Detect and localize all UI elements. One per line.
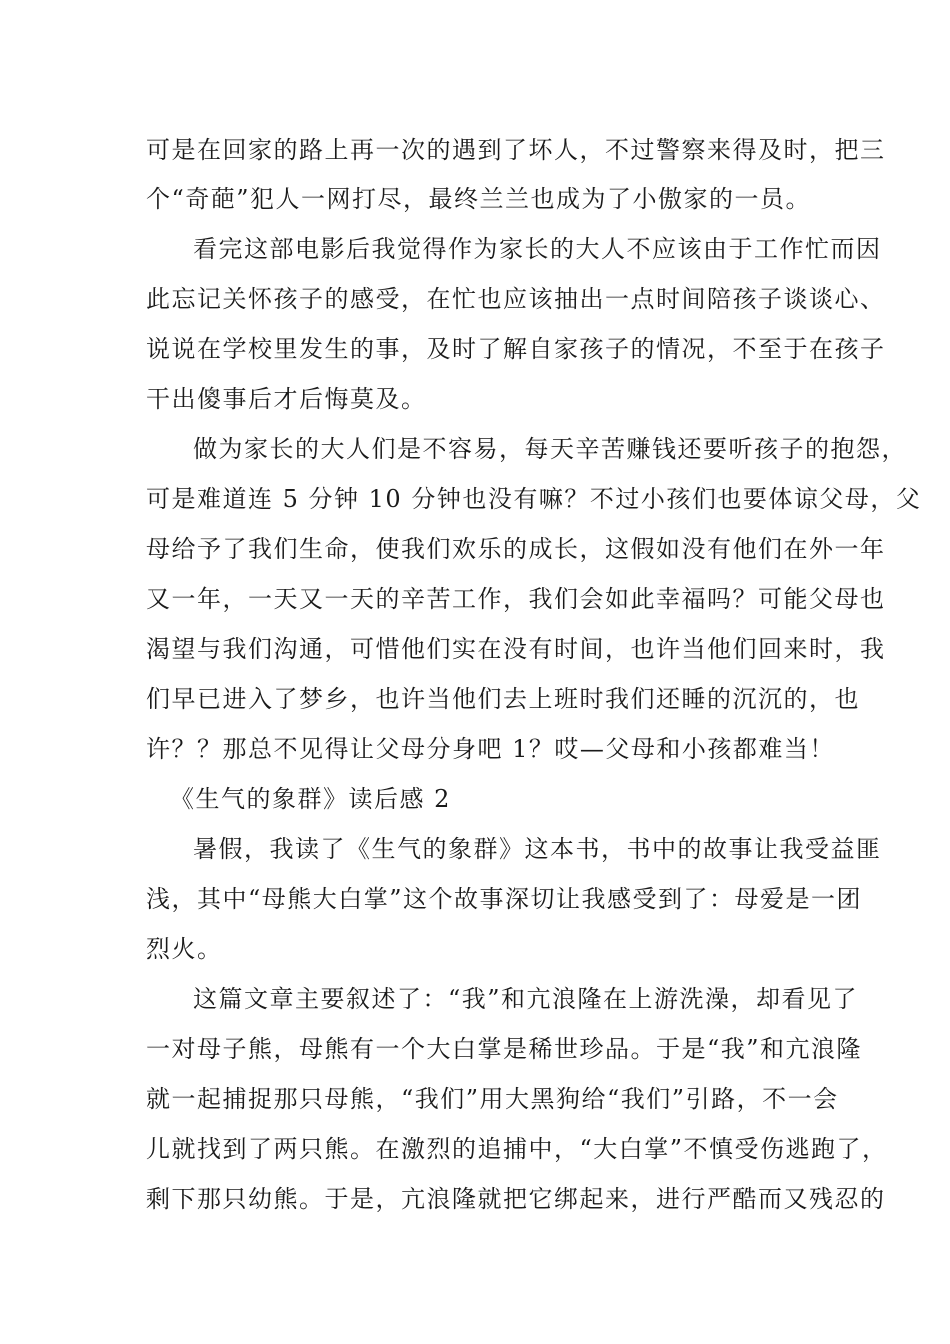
text-line: 就一起捕捉那只母熊，“我们”用大黑狗给“我们”引路，不一会: [146, 1085, 839, 1113]
text-line: 浅，其中“母熊大白掌”这个故事深切让我感受到了：母爱是一团: [146, 885, 863, 913]
paragraph-start-line: 暑假，我读了《生气的象群》这本书，书中的故事让我受益匪: [193, 835, 882, 863]
text-line: 母给予了我们生命，使我们欢乐的成长，这假如没有他们在外一年: [146, 535, 886, 563]
text-line: 个“奇葩”犯人一网打尽，最终兰兰也成为了小傲家的一员。: [146, 185, 812, 213]
text-line: 干出傻事后才后悔莫及。: [146, 385, 427, 413]
text-line: 烈火。: [146, 935, 223, 963]
text-line: 渴望与我们沟通，可惜他们实在没有时间，也许当他们回来时，我: [146, 635, 886, 663]
text-line: 可是在回家的路上再一次的遇到了坏人，不过警察来得及时，把三: [146, 136, 886, 164]
section-heading: 《生气的象群》读后感 2: [170, 785, 451, 813]
text-line: 许？？那总不见得让父母分身吧 1？哎—父母和小孩都难当！: [146, 735, 835, 763]
paragraph-start-line: 这篇文章主要叙述了：“我”和亢浪隆在上游洗澡，却看见了: [193, 985, 859, 1013]
paragraph-start-line: 看完这部电影后我觉得作为家长的大人不应该由于工作忙而因: [193, 235, 882, 263]
text-line: 一对母子熊，母熊有一个大白掌是稀世珍品。于是“我”和亢浪隆: [146, 1035, 863, 1063]
text-line: 说说在学校里发生的事，及时了解自家孩子的情况，不至于在孩子: [146, 335, 886, 363]
text-line: 此忘记关怀孩子的感受，在忙也应该抽出一点时间陪孩子谈谈心、: [146, 285, 886, 313]
text-line: 又一年，一天又一天的辛苦工作，我们会如此幸福吗？可能父母也: [146, 585, 886, 613]
text-line: 剩下那只幼熊。于是，亢浪隆就把它绑起来，进行严酷而又残忍的: [146, 1185, 886, 1213]
paragraph-start-line: 做为家长的大人们是不容易，每天辛苦赚钱还要听孩子的抱怨，: [193, 435, 907, 463]
text-line: 可是难道连 5 分钟 10 分钟也没有嘛？不过小孩们也要体谅父母，父: [146, 485, 922, 513]
text-line: 们早已进入了梦乡，也许当他们去上班时我们还睡的沉沉的，也: [146, 685, 860, 713]
text-line: 儿就找到了两只熊。在激烈的追捕中，“大白掌”不慎受伤逃跑了，: [146, 1135, 888, 1163]
